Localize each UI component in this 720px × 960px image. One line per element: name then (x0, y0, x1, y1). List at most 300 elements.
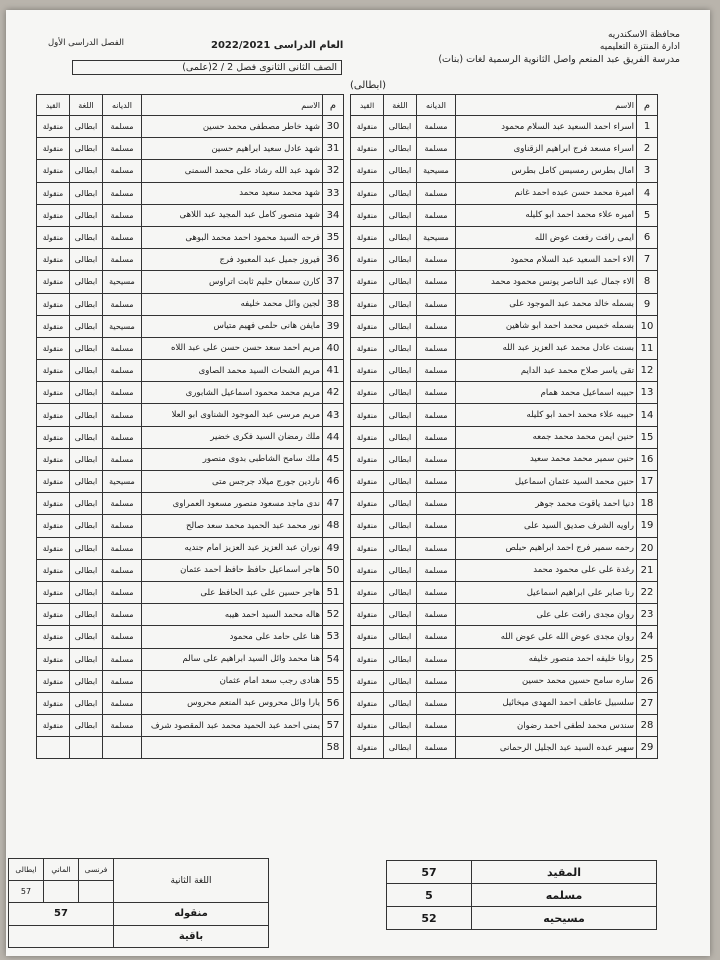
student-name: هنادى رجب سعد امام عثمان (142, 670, 323, 692)
student-language: ابطالى (384, 426, 417, 448)
student-language: ابطالى (70, 293, 103, 315)
student-religion: مسلمة (417, 448, 456, 470)
row-number: 52 (323, 604, 344, 626)
student-name: مريم مرسى عبد الموجود الشناوى ابو العلا (142, 404, 323, 426)
student-name: راويه الشرف صديق السيد على (456, 515, 637, 537)
row-number: 1 (637, 116, 658, 138)
row-number: 53 (323, 626, 344, 648)
document-page (6, 10, 710, 956)
student-name: ناردين جورج ميلاد جرجس متى (142, 471, 323, 493)
student-status: منقولة (351, 604, 384, 626)
student-status: منقولة (351, 471, 384, 493)
student-language: ابطالى (384, 182, 417, 204)
row-number: 10 (637, 315, 658, 337)
row-number: 51 (323, 581, 344, 603)
col-language: اللغة (70, 95, 103, 116)
student-religion: مسلمة (417, 559, 456, 581)
row-number: 28 (637, 715, 658, 737)
student-name: كارن سمعان حليم ثابت اتراوس (142, 271, 323, 293)
student-religion: مسلمة (417, 360, 456, 382)
table-row (351, 249, 658, 271)
language-label: (ابطالى) (350, 80, 386, 91)
table-row (37, 249, 344, 271)
governorate-label: محافظة الاسكندريه (607, 30, 680, 40)
row-number: 39 (323, 315, 344, 337)
student-name: دنيا احمد ياقوت محمد جوهر (456, 493, 637, 515)
student-name: الاء جمال عبد الناصر يونس محمود محمد (456, 271, 637, 293)
row-number: 3 (637, 160, 658, 182)
student-name: شهد خاطر مصطفى محمد حسين (142, 116, 323, 138)
row-number: 22 (637, 581, 658, 603)
table-row (351, 138, 658, 160)
table-row (37, 493, 344, 515)
student-language: ابطالى (70, 160, 103, 182)
row-number: 7 (637, 249, 658, 271)
student-language: ابطالى (384, 360, 417, 382)
student-name: مريم الشحات السيد محمد الصاوى (142, 360, 323, 382)
row-number: 50 (323, 559, 344, 581)
row-number: 20 (637, 537, 658, 559)
student-religion: مسلمة (103, 559, 142, 581)
student-status: منقولة (37, 271, 70, 293)
student-language: ابطالى (384, 404, 417, 426)
student-religion: مسلمة (103, 337, 142, 359)
table-row (37, 448, 344, 470)
row-number: 2 (637, 138, 658, 160)
student-name: الاء احمد السعيد عبد السلام محمود (456, 249, 637, 271)
student-religion: مسلمة (103, 604, 142, 626)
student-name: شهد منصور كامل عبد المجيد عبد اللاهى (142, 204, 323, 226)
student-religion: مسلمة (417, 515, 456, 537)
table-row (37, 404, 344, 426)
student-language: ابطالى (70, 249, 103, 271)
table-row (351, 626, 658, 648)
table-row (37, 471, 344, 493)
row-number: 32 (323, 160, 344, 182)
student-name: روانا خليفه احمد منصور خليفه (456, 648, 637, 670)
row-number: 13 (637, 382, 658, 404)
row-number: 45 (323, 448, 344, 470)
christian-label: مسيحيه (472, 907, 657, 930)
student-name: حبيبه علاء محمد احمد ابو كليله (456, 404, 637, 426)
student-religion: مسلمة (417, 537, 456, 559)
student-language: ابطالى (384, 226, 417, 248)
student-name: مريم محمد محمود اسماعيل الشابورى (142, 382, 323, 404)
table-row (351, 737, 658, 759)
table-row (351, 426, 658, 448)
student-status: منقولة (37, 293, 70, 315)
student-status: منقولة (37, 515, 70, 537)
student-religion: مسلمة (103, 581, 142, 603)
student-language: ابطالى (70, 448, 103, 470)
table-row (351, 293, 658, 315)
row-number: 16 (637, 448, 658, 470)
col-language: اللغة (384, 95, 417, 116)
student-religion: مسلمة (103, 116, 142, 138)
table-row (351, 648, 658, 670)
row-number: 56 (323, 692, 344, 714)
student-religion: مسيحية (417, 226, 456, 248)
student-name: روان مجدى عوض الله على عوض الله (456, 626, 637, 648)
student-name: فرحه السيد محمود احمد محمد البوهى (142, 226, 323, 248)
row-number: 43 (323, 404, 344, 426)
student-religion: مسلمة (417, 670, 456, 692)
table-row (351, 315, 658, 337)
student-status: منقولة (351, 715, 384, 737)
student-name: حنين سمير محمد محمد سعيد (456, 448, 637, 470)
student-language: ابطالى (384, 493, 417, 515)
student-religion: مسلمة (417, 315, 456, 337)
student-language: ابطالى (384, 670, 417, 692)
student-religion: مسلمة (417, 337, 456, 359)
student-language: ابطالى (384, 537, 417, 559)
row-number: 23 (637, 604, 658, 626)
student-religion: مسلمة (417, 204, 456, 226)
student-religion: مسلمة (103, 160, 142, 182)
col-status: القيد (37, 95, 70, 116)
student-language: ابطالى (70, 182, 103, 204)
student-status: منقولة (351, 293, 384, 315)
table-row (351, 360, 658, 382)
row-number: 19 (637, 515, 658, 537)
student-religion: مسلمة (103, 249, 142, 271)
student-religion: مسيحية (103, 471, 142, 493)
table-row (351, 604, 658, 626)
german-col: الماني (44, 859, 79, 881)
student-language: ابطالى (384, 692, 417, 714)
student-language: ابطالى (70, 382, 103, 404)
student-status: منقولة (351, 116, 384, 138)
row-number: 41 (323, 360, 344, 382)
student-language: ابطالى (70, 426, 103, 448)
table-row (351, 404, 658, 426)
student-status: منقولة (351, 581, 384, 603)
row-number: 46 (323, 471, 344, 493)
student-religion: مسلمة (417, 692, 456, 714)
student-status: منقولة (37, 537, 70, 559)
row-number: 11 (637, 337, 658, 359)
student-name: سندس محمد لطفى احمد رضوان (456, 715, 637, 737)
student-language: ابطالى (384, 160, 417, 182)
student-language: ابطالى (70, 360, 103, 382)
student-religion: مسلمة (103, 493, 142, 515)
student-status: منقولة (351, 315, 384, 337)
student-language: ابطالى (384, 382, 417, 404)
student-religion: مسلمة (103, 293, 142, 315)
student-status: منقولة (37, 471, 70, 493)
student-language: ابطالى (384, 581, 417, 603)
student-religion: مسلمة (103, 648, 142, 670)
student-status: منقولة (37, 559, 70, 581)
student-status: منقولة (37, 382, 70, 404)
student-language: ابطالى (70, 626, 103, 648)
student-religion: مسلمة (103, 448, 142, 470)
student-religion: مسلمة (103, 670, 142, 692)
table-row (37, 337, 344, 359)
row-number: 35 (323, 226, 344, 248)
student-name: نور محمد عبد الحميد محمد سعد صالح (142, 515, 323, 537)
student-religion: مسلمة (103, 382, 142, 404)
student-religion: مسلمة (417, 271, 456, 293)
table-row (37, 715, 344, 737)
student-language: ابطالى (384, 737, 417, 759)
table-row (351, 515, 658, 537)
student-religion: مسلمة (103, 182, 142, 204)
student-name: مريم احمد سعد حسن حسن على عبد اللاه (142, 337, 323, 359)
table-row (37, 692, 344, 714)
row-number: 30 (323, 116, 344, 138)
student-religion: مسلمة (103, 226, 142, 248)
student-religion: مسلمة (103, 626, 142, 648)
row-number: 31 (323, 138, 344, 160)
row-number: 6 (637, 226, 658, 248)
table-row (351, 226, 658, 248)
student-name (142, 737, 323, 759)
class-label: الصف الثانى الثانوى فصل 2 / 2(علمى) (72, 60, 342, 75)
table-row (37, 226, 344, 248)
row-number: 8 (637, 271, 658, 293)
student-language: ابطالى (384, 515, 417, 537)
student-name: مايفن هانى حلمى فهيم متياس (142, 315, 323, 337)
student-status: منقولة (351, 360, 384, 382)
row-number: 34 (323, 204, 344, 226)
table-header-row (37, 95, 344, 116)
row-number: 42 (323, 382, 344, 404)
row-number: 55 (323, 670, 344, 692)
student-religion: مسلمة (103, 404, 142, 426)
row-number: 29 (637, 737, 658, 759)
enrolled-count: 57 (387, 861, 472, 884)
student-language: ابطالى (70, 138, 103, 160)
table-row (37, 271, 344, 293)
student-status: منقولة (37, 160, 70, 182)
student-status: منقولة (351, 626, 384, 648)
student-language: ابطالى (384, 715, 417, 737)
student-religion: مسلمة (103, 138, 142, 160)
table-row (351, 670, 658, 692)
student-name: روان مجدى رافت على على (456, 604, 637, 626)
student-language: ابطالى (70, 226, 103, 248)
student-name: حنين محمد السيد عثمان اسماعيل (456, 471, 637, 493)
table-row (351, 382, 658, 404)
row-number: 40 (323, 337, 344, 359)
christian-count: 52 (387, 907, 472, 930)
student-religion: مسلمة (417, 581, 456, 603)
second-language-header: اللغة الثانية (114, 859, 269, 903)
row-number: 48 (323, 515, 344, 537)
row-number: 58 (323, 737, 344, 759)
italian-count: 57 (9, 881, 44, 903)
student-religion: مسلمة (417, 404, 456, 426)
student-status: منقولة (37, 337, 70, 359)
row-number: 26 (637, 670, 658, 692)
student-religion: مسلمة (103, 204, 142, 226)
table-row (37, 559, 344, 581)
table-row (351, 182, 658, 204)
student-language (70, 737, 103, 759)
row-number: 5 (637, 204, 658, 226)
student-religion: مسلمة (417, 116, 456, 138)
table-row (351, 204, 658, 226)
table-row (37, 581, 344, 603)
student-religion: مسلمة (417, 715, 456, 737)
students-table-left (36, 94, 344, 759)
student-name: نوران عبد العزيز عبد العزيز امام جنديه (142, 537, 323, 559)
term-label: الفصل الدراسى الأول (47, 38, 125, 48)
row-number: 12 (637, 360, 658, 382)
student-language: ابطالى (70, 271, 103, 293)
student-name: هنا على حامد على محمود (142, 626, 323, 648)
student-language: ابطالى (384, 648, 417, 670)
student-religion: مسلمة (103, 360, 142, 382)
table-row (351, 537, 658, 559)
student-language: ابطالى (384, 337, 417, 359)
table-header-row (351, 95, 658, 116)
row-number: 38 (323, 293, 344, 315)
row-number: 17 (637, 471, 658, 493)
student-language: ابطالى (70, 471, 103, 493)
student-name: يمنى احمد عبد الحميد محمد عبد المقصود شرف (142, 715, 323, 737)
col-num: م (323, 95, 344, 116)
row-number: 18 (637, 493, 658, 515)
student-status: منقولة (351, 515, 384, 537)
row-number: 57 (323, 715, 344, 737)
student-name: امال بطرس رمسيس كامل بطرس (456, 160, 637, 182)
student-religion: مسلمة (417, 249, 456, 271)
student-status: منقولة (37, 448, 70, 470)
student-religion: مسلمة (417, 138, 456, 160)
col-religion: الديانه (417, 95, 456, 116)
table-row (351, 471, 658, 493)
french-count (79, 881, 114, 903)
student-status: منقولة (37, 648, 70, 670)
table-row (37, 182, 344, 204)
table-row (351, 581, 658, 603)
student-language: ابطالى (384, 559, 417, 581)
student-name: لجين وائل محمد خليفه (142, 293, 323, 315)
table-row (351, 692, 658, 714)
row-number: 27 (637, 692, 658, 714)
student-language: ابطالى (70, 604, 103, 626)
row-number: 25 (637, 648, 658, 670)
student-status: منقولة (351, 426, 384, 448)
student-status: منقولة (37, 626, 70, 648)
student-religion: مسلمة (103, 537, 142, 559)
table-row (37, 293, 344, 315)
student-status: منقولة (37, 182, 70, 204)
table-row (37, 138, 344, 160)
admin-label: ادارة المنتزة التعليميه (599, 42, 680, 52)
student-status: منقولة (37, 670, 70, 692)
student-status: منقولة (37, 581, 70, 603)
student-status: منقولة (351, 226, 384, 248)
student-language: ابطالى (384, 138, 417, 160)
student-religion: مسيحية (417, 160, 456, 182)
student-language: ابطالى (384, 116, 417, 138)
student-religion: مسلمة (417, 626, 456, 648)
student-name: هاجر اسماعيل حافظ حافظ احمد عثمان (142, 559, 323, 581)
summary-table-right (386, 860, 657, 930)
table-row (37, 315, 344, 337)
year-label: العام الدراسى 2022/2021 (211, 40, 344, 51)
student-name: حبيبه اسماعيل محمد همام (456, 382, 637, 404)
student-name: هاله محمد السيد احمد هيبه (142, 604, 323, 626)
student-religion: مسلمة (417, 182, 456, 204)
table-row (37, 737, 344, 759)
row-number: 24 (637, 626, 658, 648)
student-language: ابطالى (70, 692, 103, 714)
student-language: ابطالى (70, 116, 103, 138)
row-number: 54 (323, 648, 344, 670)
remaining-count (9, 925, 114, 947)
student-status: منقولة (37, 493, 70, 515)
table-row (351, 715, 658, 737)
student-status: منقولة (351, 448, 384, 470)
col-status: القيد (351, 95, 384, 116)
student-religion: مسلمة (417, 471, 456, 493)
student-name: ساره سامح حسين محمد حسين (456, 670, 637, 692)
muslim-count: 5 (387, 884, 472, 907)
student-name: فيروز جميل عبد المعبود فرج (142, 249, 323, 271)
muslim-label: مسلمه (472, 884, 657, 907)
student-status: منقولة (351, 271, 384, 293)
student-status: منقولة (37, 692, 70, 714)
student-status: منقولة (37, 604, 70, 626)
school-label: مدرسة الفريق عبد المنعم واصل الثانوية الرسمية لغات (بنات) (438, 54, 680, 65)
student-status: منقولة (37, 315, 70, 337)
student-name: رنا صابر على ابراهيم اسماعيل (456, 581, 637, 603)
student-status: منقولة (37, 138, 70, 160)
student-religion: مسلمة (417, 382, 456, 404)
student-language: ابطالى (70, 315, 103, 337)
student-name: بسمله خالد محمد عبد الموجود على (456, 293, 637, 315)
student-language: ابطالى (384, 448, 417, 470)
table-row (37, 426, 344, 448)
table-row (37, 116, 344, 138)
student-status: منقولة (37, 404, 70, 426)
student-status: منقولة (37, 116, 70, 138)
student-status: منقولة (351, 337, 384, 359)
student-language: ابطالى (384, 293, 417, 315)
students-table-right (350, 94, 658, 759)
student-religion: مسيحية (103, 271, 142, 293)
table-row (37, 382, 344, 404)
student-status: منقولة (351, 138, 384, 160)
student-religion: مسلمة (417, 493, 456, 515)
col-num: م (637, 95, 658, 116)
student-language: ابطالى (70, 648, 103, 670)
table-row (351, 448, 658, 470)
student-status (37, 737, 70, 759)
student-language: ابطالى (384, 271, 417, 293)
student-name: بسمله خميس محمد احمد ابو شاهين (456, 315, 637, 337)
student-name: اميره علاء محمد احمد ابو كليله (456, 204, 637, 226)
table-row (37, 626, 344, 648)
german-count (44, 881, 79, 903)
row-number: 9 (637, 293, 658, 315)
table-row (37, 604, 344, 626)
row-number: 21 (637, 559, 658, 581)
student-language: ابطالى (384, 471, 417, 493)
table-row (37, 670, 344, 692)
col-religion: الديانه (103, 95, 142, 116)
summary-table-left (8, 858, 269, 948)
student-status: منقولة (351, 692, 384, 714)
row-number: 49 (323, 537, 344, 559)
student-language: ابطالى (70, 204, 103, 226)
student-language: ابطالى (70, 493, 103, 515)
student-status: منقولة (351, 670, 384, 692)
